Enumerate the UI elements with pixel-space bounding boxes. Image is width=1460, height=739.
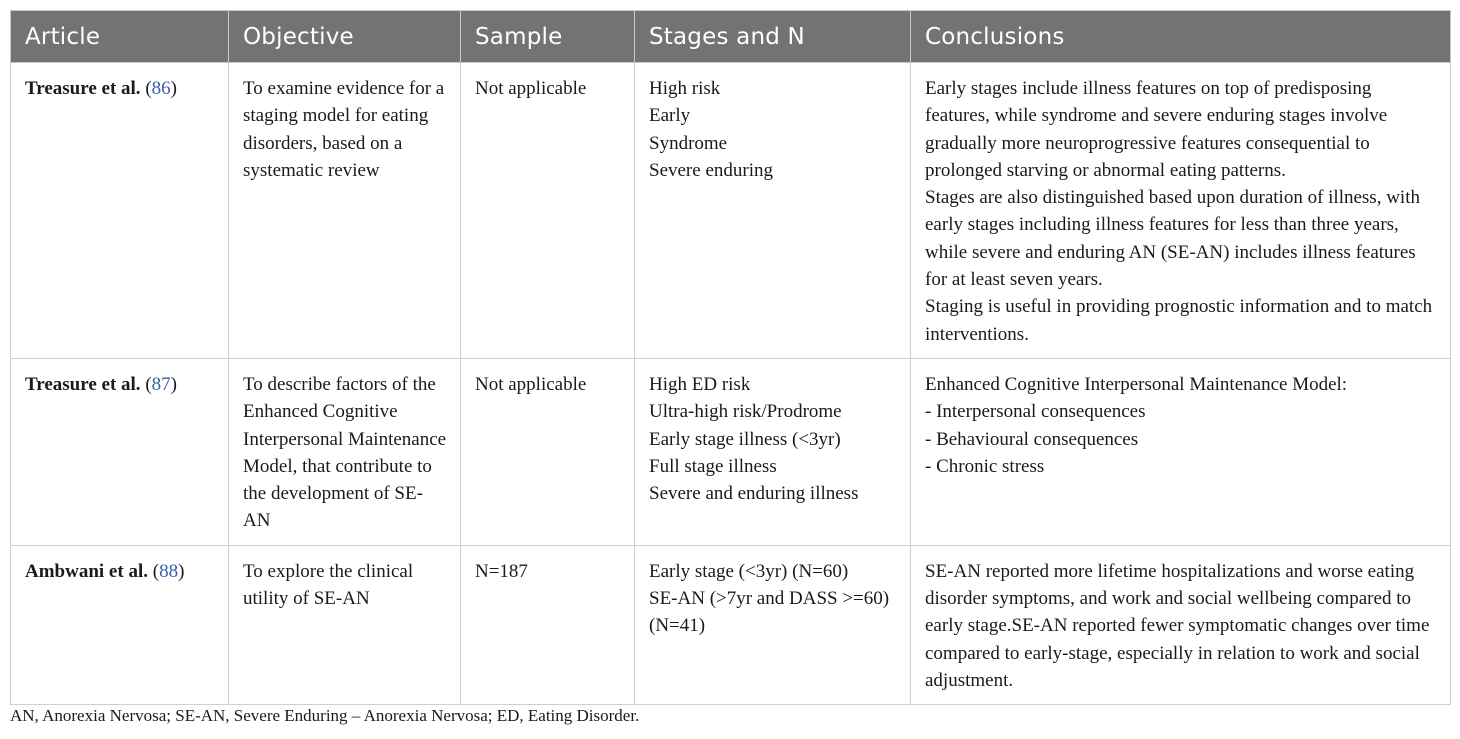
conclusion-list-item: - Behavioural consequences bbox=[925, 428, 1139, 450]
conclusion-paragraph: Early stages include illness features on top of predisposing features, while syndrome and severe enduring stages involve gradually more neuroprogressive features consequential to prolonged starving or abnormal eating patterns. bbox=[925, 78, 1388, 181]
table-row bbox=[11, 545, 1451, 704]
stage-item: Early bbox=[649, 105, 691, 127]
table-footnote: AN, Anorexia Nervosa; SE-AN, Severe Enduring – Anorexia Nervosa; ED, Eating Disorder. bbox=[10, 706, 640, 725]
table-row bbox=[11, 358, 1451, 545]
header-conclusions: Conclusions bbox=[911, 11, 1451, 63]
header-stages: Stages and N bbox=[635, 11, 911, 63]
header-row bbox=[11, 11, 1451, 63]
stage-item: Early stage (<3yr) (N=60) bbox=[649, 560, 849, 582]
cell-sample: Not applicable bbox=[461, 63, 635, 359]
cell-sample: Not applicable bbox=[461, 358, 635, 545]
stage-item: High ED risk bbox=[649, 373, 751, 395]
stage-item: Syndrome bbox=[649, 132, 728, 154]
conclusion-paragraph: SE-AN reported more lifetime hospitalizations and worse eating disorder symptoms, and work and social wellbeing compared to early stage.SE-AN reported fewer symptomatic changes over time compared to early-stage, especially in relation to work and social adjustment. bbox=[925, 560, 1430, 691]
conclusion-paragraph: Stages are also distinguished based upon duration of illness, with early stages including illness features for less than three years, while severe and enduring AN (SE-AN) includes illness features for at least seven years. bbox=[925, 187, 1420, 291]
stage-item: Full stage illness bbox=[649, 455, 777, 477]
cell-conclusions bbox=[911, 545, 1451, 704]
cell-objective: To examine evidence for a staging model for eating disorders, based on a systematic review bbox=[229, 63, 461, 359]
reference-link[interactable]: 86 bbox=[151, 78, 171, 99]
article-author: Treasure et al. bbox=[25, 78, 141, 99]
cell-article: Ambwani et al. (88) bbox=[11, 545, 229, 704]
stage-item: SE-AN (>7yr and DASS >=60) (N=41) bbox=[649, 588, 890, 637]
cell-stages bbox=[635, 63, 911, 359]
cell-stages bbox=[635, 358, 911, 545]
cell-conclusions bbox=[911, 358, 1451, 545]
stage-item: Severe and enduring illness bbox=[649, 483, 859, 505]
stage-item: Ultra-high risk/Prodrome bbox=[649, 401, 842, 423]
cell-article: Treasure et al. (87) bbox=[11, 358, 229, 545]
header-objective: Objective bbox=[229, 11, 461, 63]
conclusion-paragraph: Enhanced Cognitive Interpersonal Maintenance Model: bbox=[925, 373, 1348, 395]
header-article: Article bbox=[11, 11, 229, 63]
stage-item: Severe enduring bbox=[649, 159, 773, 181]
cell-conclusions bbox=[911, 63, 1451, 359]
table-row bbox=[11, 63, 1451, 359]
conclusion-list-item: - Interpersonal consequences bbox=[925, 401, 1146, 423]
article-author: Ambwani et al. bbox=[25, 560, 148, 582]
cell-sample: N=187 bbox=[461, 545, 635, 704]
conclusion-paragraph: Staging is useful in providing prognostic information and to match interventions. bbox=[925, 296, 1433, 345]
stage-item: High risk bbox=[649, 78, 721, 99]
cell-article: Treasure et al. (86) bbox=[11, 63, 229, 359]
reference-link[interactable]: 87 bbox=[151, 373, 171, 395]
reference-link[interactable]: 88 bbox=[159, 560, 179, 582]
article-author: Treasure et al. bbox=[25, 373, 141, 395]
conclusion-list-item: - Chronic stress bbox=[925, 455, 1045, 477]
cell-objective: To explore the clinical utility of SE-AN bbox=[229, 545, 461, 704]
header-sample: Sample bbox=[461, 11, 635, 63]
stage-item: Early stage illness (<3yr) bbox=[649, 428, 841, 450]
cell-objective: To describe factors of the Enhanced Cognitive Interpersonal Maintenance Model, that contribute to the development of SE-AN bbox=[229, 358, 461, 545]
cell-stages bbox=[635, 545, 911, 704]
studies-table bbox=[10, 10, 1451, 705]
table-container bbox=[10, 10, 1450, 705]
